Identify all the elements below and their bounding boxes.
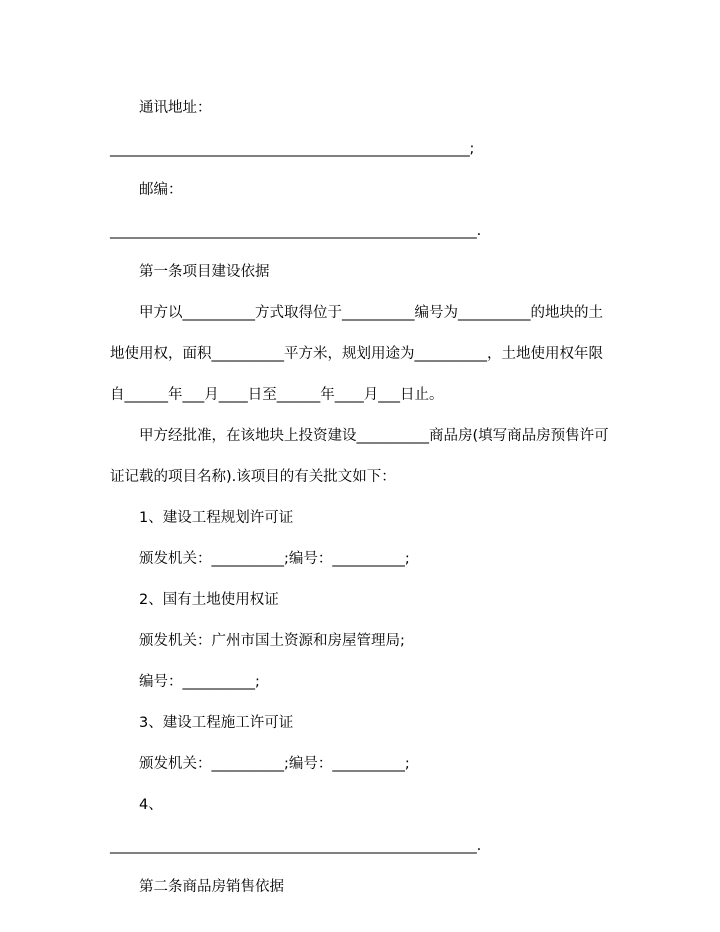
permit-item-2-number: 编号：__________; bbox=[139, 674, 260, 690]
field-address-label: 通讯地址： bbox=[139, 100, 212, 116]
permit-item-2: 2、国有土地使用权证 bbox=[139, 592, 279, 608]
clause-1-body-line-1: 甲方以__________方式取得位于__________编号为__________的地块的土地使用权，面积__________平方米，规划用途为__________，土地使用权年限自______年___月____日至______年____月___日止。 bbox=[110, 305, 603, 403]
permit-item-3: 3、建设工程施工许可证 bbox=[139, 715, 294, 731]
clause-1-heading: 第一条项目建设依据 bbox=[139, 264, 270, 280]
field-address-rule: ___________________________________________________; bbox=[110, 141, 475, 157]
permit-item-1-issuer: 颁发机关：__________;编号：__________; bbox=[139, 551, 410, 567]
field-postcode-rule: ____________________________________________________. bbox=[110, 223, 482, 239]
permit-item-2-issuer: 颁发机关：广州市国土资源和房屋管理局; bbox=[139, 633, 405, 649]
clause-1-body-line-2: 甲方经批准，在该地块上投资建设__________商品房(填写商品房预售许可证记载的项目名称).该项目的有关批文如下： bbox=[110, 428, 609, 485]
clause-2-heading: 第二条商品房销售依据 bbox=[139, 879, 284, 895]
document-body bbox=[110, 88, 610, 908]
permit-item-4: 4、 bbox=[139, 797, 163, 813]
field-postcode-label: 邮编： bbox=[139, 182, 183, 198]
permit-item-1: 1、建设工程规划许可证 bbox=[139, 510, 294, 526]
permit-item-4-rule: ____________________________________________________. bbox=[110, 838, 482, 854]
permit-item-3-issuer: 颁发机关：__________;编号：__________; bbox=[139, 756, 410, 772]
